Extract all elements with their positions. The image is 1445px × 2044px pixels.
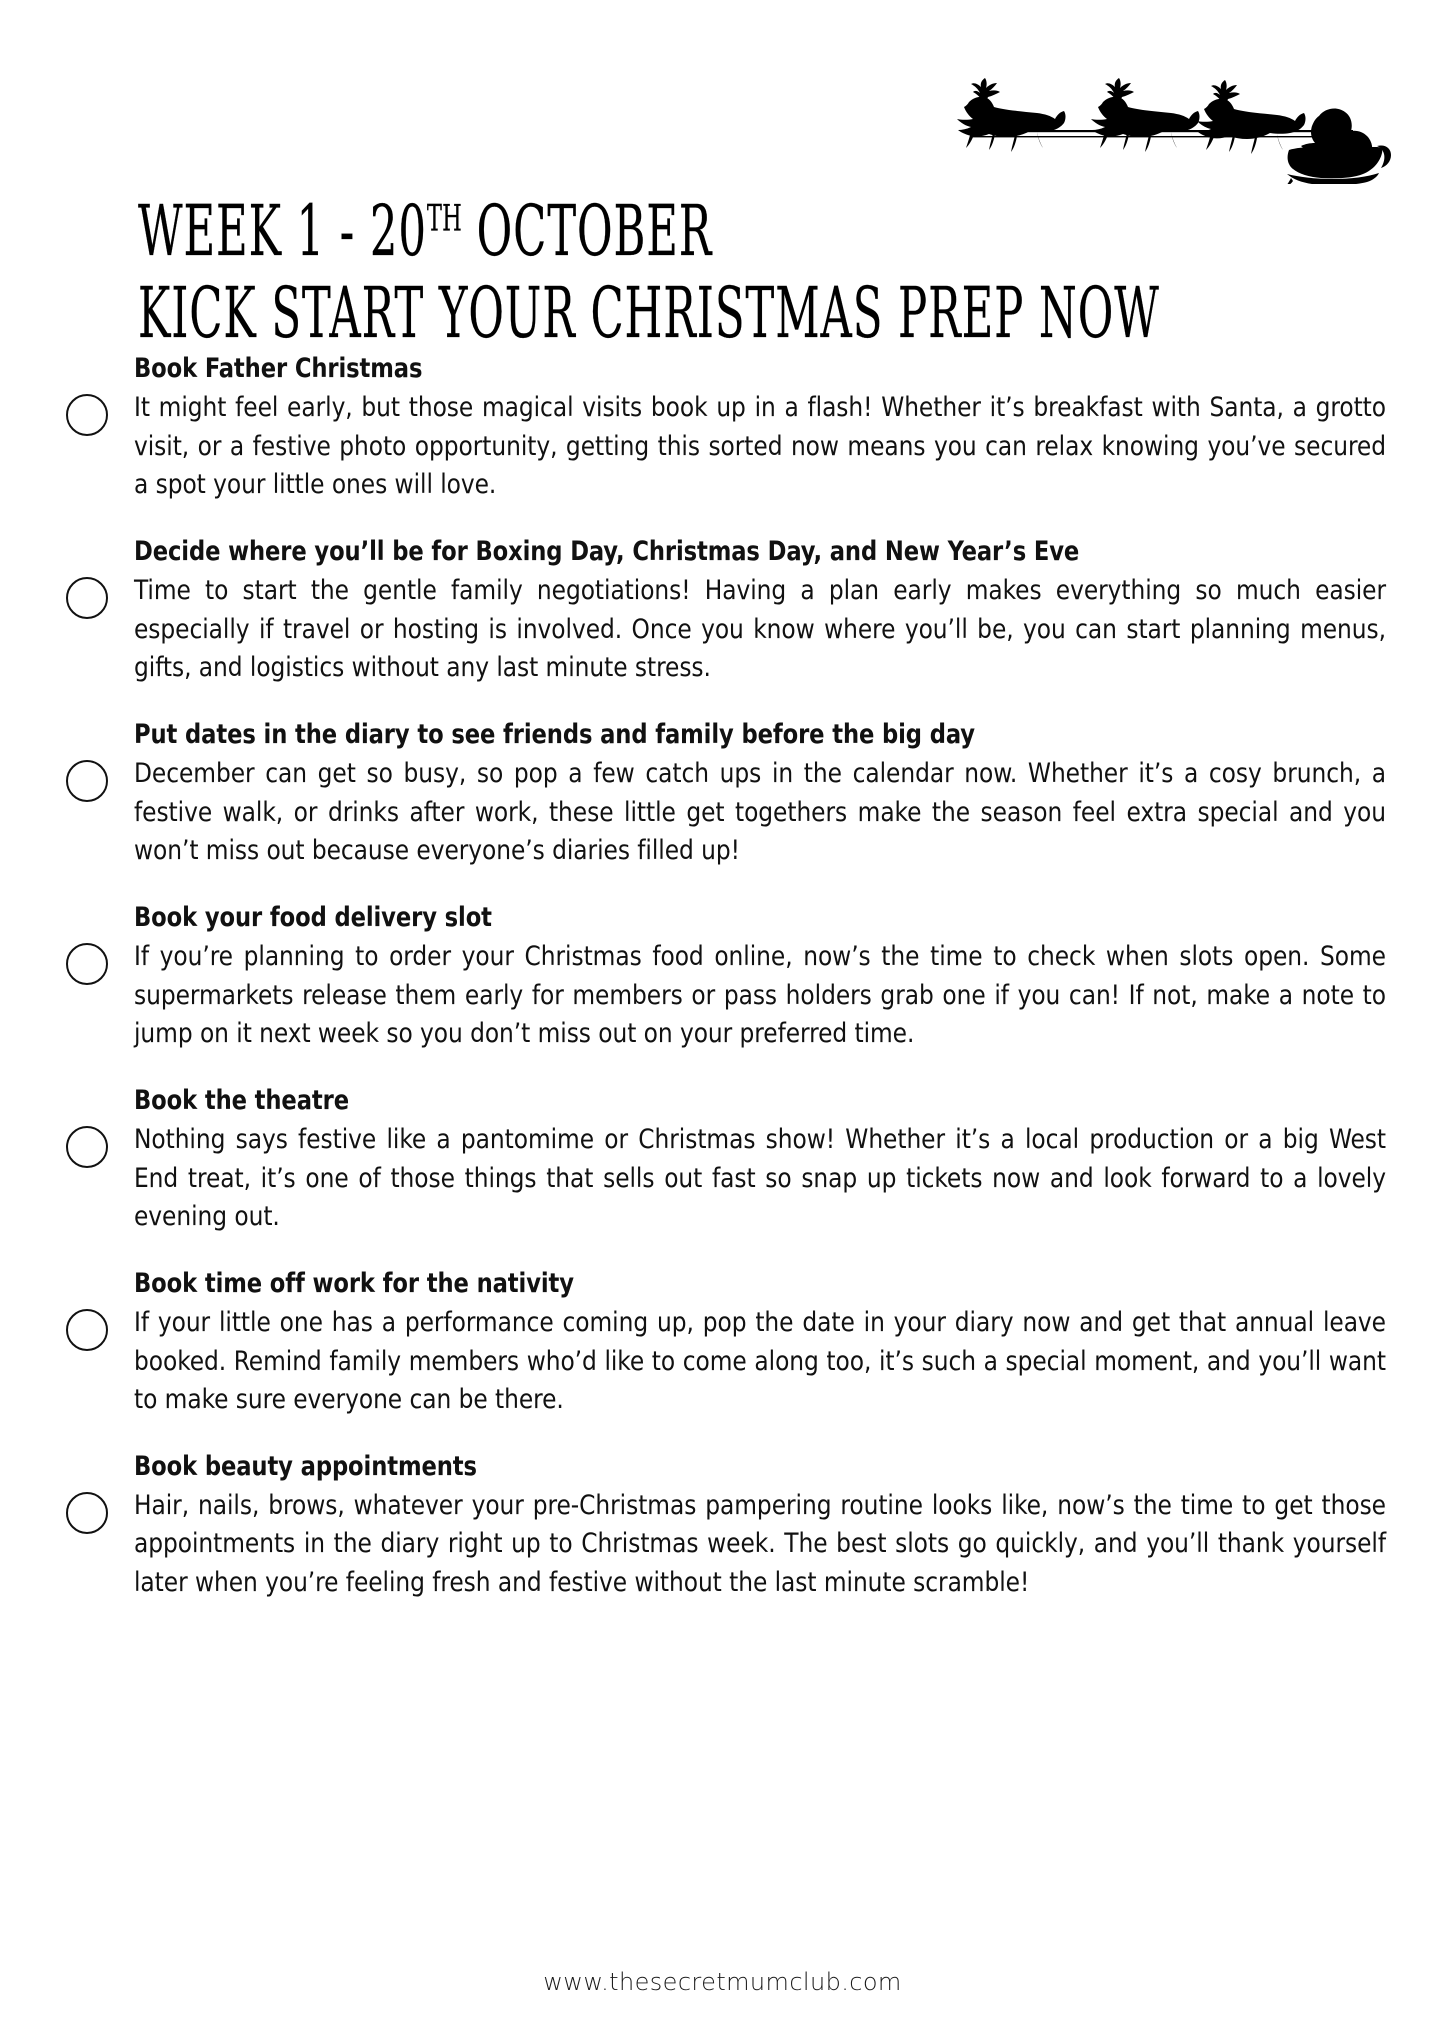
checkbox-book-food-delivery-slot[interactable] bbox=[66, 943, 108, 985]
checklist-item-body: If you’re planning to order your Christmas food online, now’s the time to check when slots open. Some supermarkets release them early for members or pass holders grab one if you can! If not, make a note to jump on it next week so you don’t miss out on your preferred time. bbox=[134, 940, 1386, 1050]
checklist-item bbox=[58, 1084, 1388, 1237]
page-title bbox=[138, 190, 1288, 354]
checklist-item-title: Book time off work for the nativity bbox=[134, 1267, 574, 1299]
checklist-item bbox=[58, 718, 1388, 871]
checkbox-decide-where-youll-be[interactable] bbox=[66, 577, 108, 619]
checklist-item-title: Book beauty appointments bbox=[134, 1450, 477, 1482]
santa-sleigh-reindeer-icon bbox=[933, 44, 1393, 184]
title-week-suffix: OCTOBER bbox=[462, 190, 713, 272]
checklist-item-title: Put dates in the diary to see friends and family before the big day bbox=[134, 718, 975, 750]
title-week-prefix: WEEK 1 - 20 bbox=[138, 190, 427, 272]
checklist-item bbox=[58, 1450, 1388, 1603]
checklist-item-title: Book your food delivery slot bbox=[134, 901, 492, 933]
checklist-item bbox=[58, 352, 1388, 505]
checklist-item bbox=[58, 1267, 1388, 1420]
checklist bbox=[58, 352, 1388, 1603]
checklist-item-body: Hair, nails, brows, whatever your pre-Christmas pampering routine looks like, now’s the time to get those appointments in the diary right up to Christmas week. The best slots go quickly, and you’ll thank yourself later when you’re feeling fresh and festive without the last minute scramble! bbox=[134, 1489, 1386, 1599]
checkbox-put-dates-in-the-diary[interactable] bbox=[66, 760, 108, 802]
checklist-item bbox=[58, 901, 1388, 1054]
title-line-subtitle: KICK START YOUR CHRISTMAS PREP NOW bbox=[138, 272, 1160, 354]
footer-website-url[interactable]: www.thesecretmumclub.com bbox=[543, 1968, 902, 1996]
title-week-ordinal: TH bbox=[426, 196, 463, 240]
checklist-item-title: Decide where you’ll be for Boxing Day, Christmas Day, and New Year’s Eve bbox=[134, 535, 1080, 567]
title-line-week bbox=[138, 190, 851, 272]
footer bbox=[0, 1968, 1445, 1996]
checklist-item-title: Book the theatre bbox=[134, 1084, 349, 1116]
checklist-item-body: If your little one has a performance coming up, pop the date in your diary now and get that annual leave booked. Remind family members who’d like to come along too, it’s such a special moment, and you’ll want to make sure everyone can be there. bbox=[134, 1306, 1386, 1416]
checkbox-book-the-theatre[interactable] bbox=[66, 1126, 108, 1168]
checkbox-book-beauty-appointments[interactable] bbox=[66, 1492, 108, 1534]
checklist-item-body: Nothing says festive like a pantomime or Christmas show! Whether it’s a local production or a big West End treat, it’s one of those things that sells out fast so snap up tickets now and look forward to a lovely evening out. bbox=[134, 1123, 1386, 1233]
checklist-item-body: It might feel early, but those magical visits book up in a flash! Whether it’s breakfast with Santa, a grotto visit, or a festive photo opportunity, getting this sorted now means you can relax knowing you’ve secured a spot your little ones will love. bbox=[134, 392, 1386, 501]
checklist-item-body: December can get so busy, so pop a few catch ups in the calendar now. Whether it’s a cosy brunch, a festive walk, or drinks after work, these little get togethers make the season feel extra special and you won’t miss out because everyone’s diaries filled up! bbox=[134, 758, 1386, 867]
checklist-item bbox=[58, 535, 1388, 688]
checkbox-book-time-off-nativity[interactable] bbox=[66, 1309, 108, 1351]
checklist-item-body: Time to start the gentle family negotiations! Having a plan early makes everything so much easier especially if travel or hosting is involved. Once you know where you’ll be, you can start planning menus, gifts, and logistics without any last minute stress. bbox=[134, 575, 1386, 684]
checkbox-book-father-christmas[interactable] bbox=[66, 394, 108, 436]
checklist-item-title: Book Father Christmas bbox=[134, 353, 423, 384]
